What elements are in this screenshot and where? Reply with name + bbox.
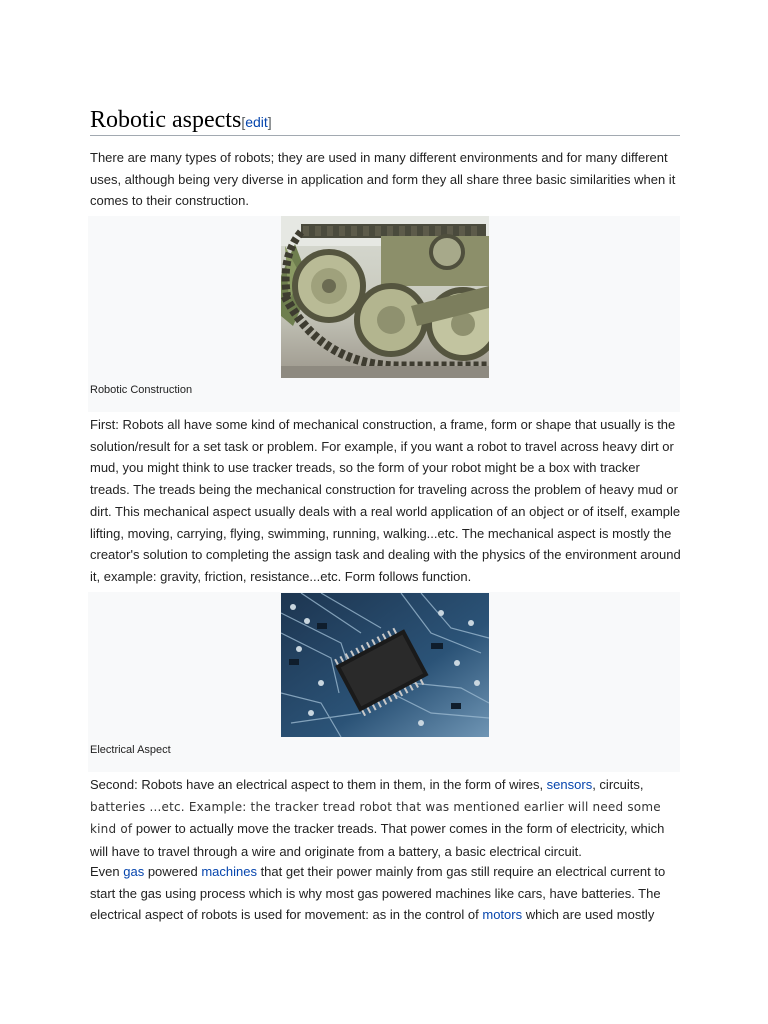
text-span: batteries ...etc. Example: the tracker tread robot that was mentioned earlier will need some kind of: [90, 799, 661, 837]
edit-bracket-open: [: [241, 114, 246, 130]
intro-paragraph: There are many types of robots; they are used in many different environments and for many different uses, although being very diverse in application and form they all share three basic similarities when it comes to their construction.: [90, 150, 676, 209]
text-span: Second: Robots have an electrical aspect to them in them, in the form of wires,: [90, 777, 547, 792]
page-title: Robotic aspects: [90, 107, 242, 133]
text-span: which are used mostly: [522, 907, 655, 923]
text-span: powered: [144, 864, 202, 879]
edit-link[interactable]: edit: [245, 114, 268, 130]
tracked-vehicle-image: [281, 216, 489, 378]
text-span: Even: [90, 864, 124, 879]
second-paragraph: [90, 774, 682, 863]
text-span: , circuits,: [592, 777, 644, 792]
heading-title-row: [90, 107, 272, 134]
third-paragraph: [90, 861, 682, 926]
first-paragraph: First: Robots all have some kind of mechanical construction, a frame, form or shape that usually is the solution/result for a set task or problem. For example, if you want a robot to travel across heavy dirt or mud, you might think to use tracker treads, so the form of your robot might be a box with tracker treads. The treads being the mechanical construction for traveling across the problem of heavy mud or dirt. This mechanical aspect usually deals with a real world application of an object or of itself, example lifting, moving, carrying, flying, swimming, running, walking...etc. The mechanical aspect is mostly the creator's solution to completing the assign task and dealing with the physics of the environment around it, example: gravity, friction, resistance...etc. Form follows function.: [90, 417, 681, 584]
link-motors[interactable]: motors: [482, 907, 523, 923]
link-sensors[interactable]: sensors: [546, 777, 593, 792]
text-span: power to actually move the tracker treads. That power comes in the form of electricity, which will have to travel through a wire and originate from a battery, a basic electrical circuit.: [90, 821, 665, 860]
figure-robotic-construction: [88, 216, 680, 412]
section-heading: [90, 105, 680, 136]
figure-electrical-aspect: [88, 592, 680, 772]
text-span: that get their power mainly from gas still require an electrical current to start the gas using process which is why most gas powered machines like cars, have batteries. The electrical aspect of robots is used for movement: as in the control of: [90, 864, 666, 923]
link-gas[interactable]: gas: [123, 864, 145, 879]
circuit-board-image: [281, 593, 489, 737]
link-machines[interactable]: machines: [201, 864, 257, 879]
figure-caption: Robotic Construction: [90, 384, 193, 396]
edit-bracket-close: ]: [267, 114, 272, 130]
figure-caption: Electrical Aspect: [90, 744, 171, 756]
